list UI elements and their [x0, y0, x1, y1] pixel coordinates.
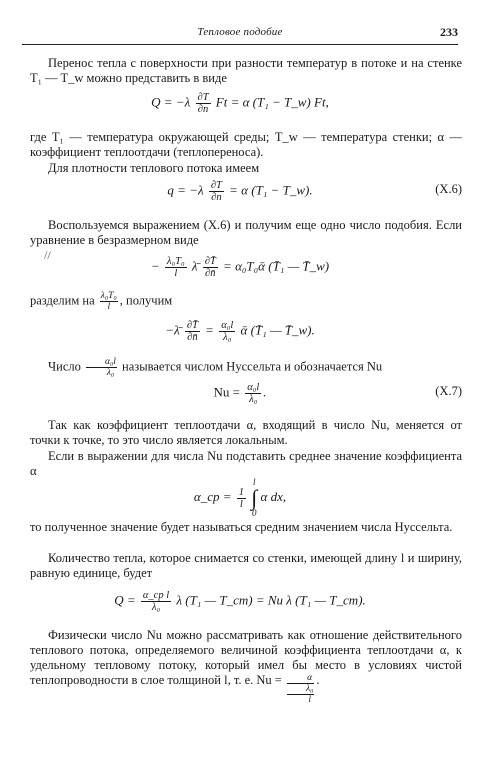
paragraph-3: Для плотности теплового потока имеем: [48, 161, 260, 175]
paragraph-6: Число $\frac{\text{α₀l}}{\text{λ₀}}$ называется числом Нуссельта и обозначается Nu: [48, 357, 383, 378]
paragraph-4: Воспользуемся выражением (X.6) и получим еще одно число подобия. Если уравнение в безразмерном виде: [30, 218, 462, 247]
equation-heat-transfer: [0, 92, 480, 115]
paragraph-1: Перенос тепла с поверхности при разности температур в потоке и на стенке T₁ — T_w можно представить в виде: [30, 56, 462, 85]
nusselt-fraction: $\frac{\text{α₀l}}{\text{λ₀}}$: [86, 357, 117, 378]
equation-divided: −λ̄ $\frac{\partial T̄}{\partial n̄}$ = $\frac{\text{α₀l}}{\text{λ₀}}$ ᾱ (T̄₁ — T̄_w).: [165, 320, 315, 343]
equation-number-x6: (X.6): [435, 182, 462, 196]
eq2-fraction: $\frac{\partial T}{\partial n}$: [210, 180, 222, 203]
page-header: [22, 22, 458, 45]
paragraph-11: Физически число Nu можно рассматривать как отношение действительного теплового потока, определяемого величиной коэффициента теплоотдачи α, к удельному тепловому потоку, который имел бы место в условиях чистой теплопроводности в слое толщиной l, т. е. Nu = α λ₀ l .: [30, 628, 462, 705]
eq1-rhs: Ft = α (T₁ − T_w) Ft,: [215, 94, 329, 110]
eq4-fraction-2: $\frac{\text{α₀l}}{\text{λ₀}}$: [221, 320, 234, 343]
equation-x6: q = −λ $\frac{\partial T}{\partial n}$ = α (T₁ − T_w). (X.6): [167, 180, 462, 203]
paragraph-2: где T₁ — температура окружающей среды; T_w — температура стенки; α — коэффициент теплоотдачи (теплопереноса).: [30, 130, 462, 159]
divisor-fraction: $\frac{\text{λ₀T₀}}{l}$: [100, 291, 117, 312]
eq3-fraction-2: $\frac{\partial T̄}{\partial n̄}$: [204, 256, 216, 279]
page-number: 233: [440, 25, 458, 39]
paragraph-7: Так как коэффициент теплоотдачи α, входящий в число Nu, меняется от точки к точке, то это число является локальным.: [30, 418, 462, 447]
eq1-lhs: Q = −λ: [151, 94, 191, 110]
eq3-fraction-1: $\frac{\text{λ₀T₀}}{l}$: [166, 256, 185, 279]
equation-number-x7: (X.7): [435, 384, 462, 398]
pencil-mark: //: [44, 248, 51, 262]
eq6-fraction: $\frac{1}{l}$: [238, 486, 244, 510]
nusselt-final-fraction: α λ₀ l: [287, 673, 314, 705]
equation-dimensionless: − $\frac{\text{λ₀T₀}}{l}$ λ̄ $\frac{\partial T̄}{\partial n̄}$ = α₀T₀ᾱ (T̄₁ — T̄_w): [150, 256, 330, 279]
eq1-fraction: $\frac{\partial T}{\partial n}$: [197, 92, 209, 115]
equation-heat-quantity: Q = $\frac{\text{α\_ср l}}{\text{λ₀}}$ λ (T₁ — T_ст) = Nu λ (T₁ — T_ст).: [114, 590, 366, 613]
equation-x7: Nu = $\frac{\text{α₀l}}{\text{λ₀}}$ . (X.7): [213, 382, 462, 405]
paragraph-5: разделим на $\frac{\text{λ₀T₀}}{l}$ , получим: [30, 291, 173, 312]
paragraph-9: то полученное значение будет называться средним значением числа Нуссельта.: [30, 520, 453, 534]
equation-mean-alpha: α_ср = $\frac{1}{l}$ l ∫ 0 α dx,: [193, 477, 287, 518]
paragraph-8: Если в выражении для числа Nu подставить среднее значение коэффициента α: [30, 449, 462, 478]
eq4-fraction-1: $\frac{\partial T̄}{\partial n̄}$: [186, 320, 198, 343]
eq5-fraction: $\frac{\text{α₀l}}{\text{λ₀}}$: [247, 382, 260, 405]
eq7-fraction: $\frac{\text{α\_ср l}}{\text{λ₀}}$: [142, 590, 170, 613]
integral-sign: l ∫ 0: [251, 477, 258, 518]
running-title: Тепловое подобие: [197, 26, 283, 38]
paragraph-10: Количество тепла, которое снимается со стенки, имеющей длину l и ширину, равную единице, будет: [30, 551, 462, 580]
